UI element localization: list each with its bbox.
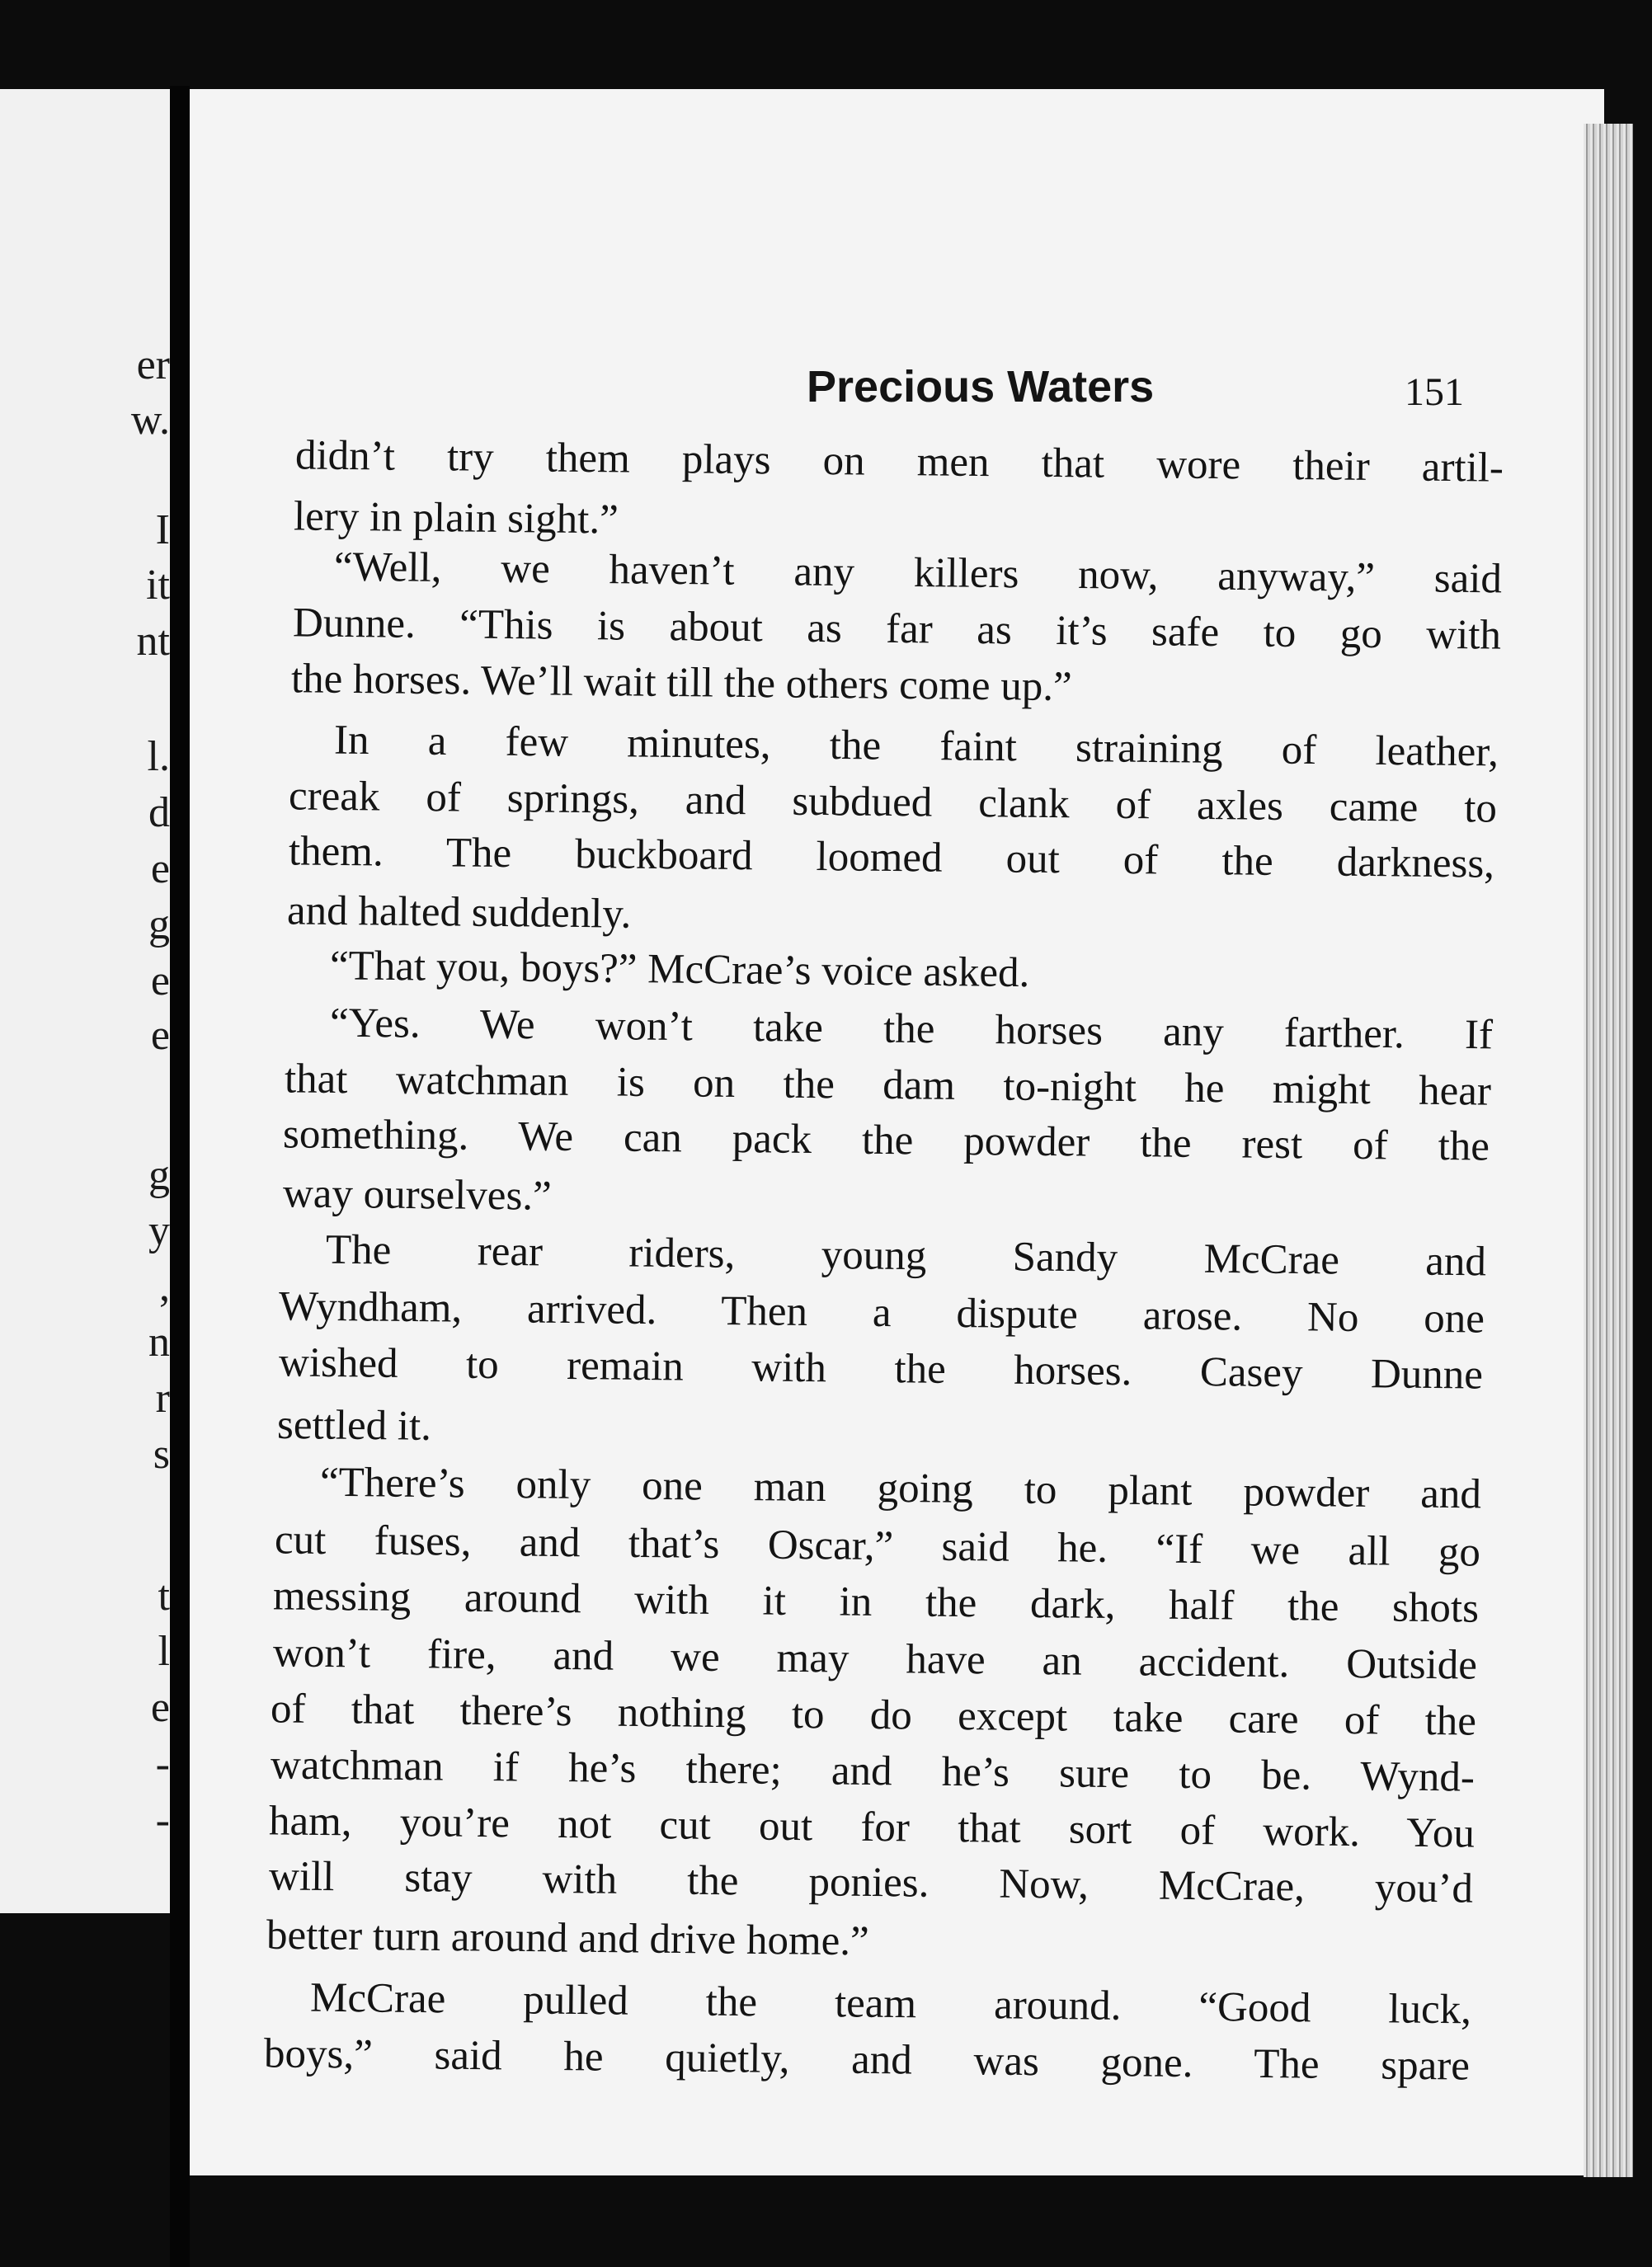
text-line: won’t fire, and we may have an accident. Outside <box>272 1630 1478 1689</box>
facing-page-fragment: e <box>150 1684 170 1731</box>
text-line: watchman if he’s there; and he’s sure to be. Wynd- <box>270 1742 1476 1801</box>
facing-page-fragment: s <box>153 1431 170 1478</box>
running-title: Precious Waters <box>807 362 1155 412</box>
text-line: the horses. We’ll wait till the others come up.” <box>290 656 1072 711</box>
text-line: The rear riders, young Sandy McCrae and <box>325 1226 1487 1286</box>
text-line: boys,” said he quietly, and was gone. The spare <box>263 2030 1471 2090</box>
body-text <box>190 89 1604 2175</box>
text-line: way ourselves.” <box>282 1170 553 1220</box>
text-line: them. The buckboard loomed out of the darkness, <box>288 828 1495 887</box>
text-line: wished to remain with the horses. Casey Dunne <box>278 1339 1484 1399</box>
text-line: will stay with the ponies. Now, McCrae, you’d <box>268 1853 1474 1912</box>
facing-page-fragment: l <box>158 1628 170 1675</box>
text-line: Dunne. “This is about as far as it’s safe to go with <box>292 600 1502 659</box>
facing-page-fragment: d <box>148 789 170 836</box>
text-line: settled it. <box>276 1401 432 1450</box>
facing-page-fragment: y <box>148 1207 170 1254</box>
facing-page-fragment: er <box>136 341 170 388</box>
text-line: creak of springs, and subdued clank of axles came to <box>288 773 1498 832</box>
facing-page-fragment: n <box>148 1319 170 1366</box>
text-line: better turn around and drive home.” <box>266 1912 870 1965</box>
text-line: and halted suddenly. <box>286 887 632 938</box>
book-gutter <box>170 86 190 2267</box>
facing-page-fragment: it <box>146 562 170 609</box>
text-line: something. We can pack the powder the rest of the <box>282 1111 1490 1170</box>
text-line: “That you, boys?” McCrae’s voice asked. <box>329 943 1030 997</box>
text-line: In a few minutes, the faint straining of leather, <box>333 717 1499 776</box>
facing-page-fragment: - <box>155 1741 170 1788</box>
page-number: 151 <box>1405 370 1464 414</box>
text-line: of that there’s nothing to do except take care of the <box>270 1686 1477 1745</box>
facing-page-fragment: r <box>155 1375 170 1422</box>
text-line: lery in plain sight.” <box>293 493 619 543</box>
book-page <box>190 89 1604 2175</box>
facing-page-fragment: g <box>148 901 170 948</box>
text-line: Wyndham, arrived. Then a dispute arose. No one <box>278 1283 1485 1343</box>
facing-page-fragment: I <box>155 506 170 553</box>
facing-page-fragment: e <box>150 1012 170 1059</box>
text-line: didn’t try them plays on men that wore their artil- <box>294 432 1504 491</box>
text-line: cut fuses, and that’s Oscar,” said he. “If we all go <box>274 1517 1481 1576</box>
text-line: McCrae pulled the team around. “Good luck, <box>309 1974 1472 2034</box>
facing-page-fragment: g <box>148 1152 170 1199</box>
page-edge-stack <box>1584 124 1633 2177</box>
facing-page-fragment: t <box>158 1573 170 1620</box>
facing-page-fragment: e <box>150 845 170 892</box>
facing-page-fragment: - <box>155 1797 170 1844</box>
facing-page-fragment: w. <box>130 397 170 444</box>
text-line: that watchman is on the dam to-night he might hear <box>284 1056 1492 1115</box>
text-line: messing around with it in the dark, half the shots <box>272 1573 1480 1632</box>
facing-page-fragment: , <box>159 1263 170 1310</box>
text-line: “Yes. We won’t take the horses any farther. If <box>329 999 1494 1059</box>
text-line: “There’s only one man going to plant powder and <box>319 1459 1482 1518</box>
facing-page-fragment: e <box>150 957 170 1004</box>
facing-page-fragment: nt <box>136 618 170 665</box>
facing-page-fragment: l. <box>147 733 170 780</box>
text-line: ham, you’re not cut out for that sort of work. You <box>268 1798 1476 1857</box>
facing-page <box>0 89 171 1913</box>
text-line: “Well, we haven’t any killers now, anyway,” said <box>333 543 1503 603</box>
